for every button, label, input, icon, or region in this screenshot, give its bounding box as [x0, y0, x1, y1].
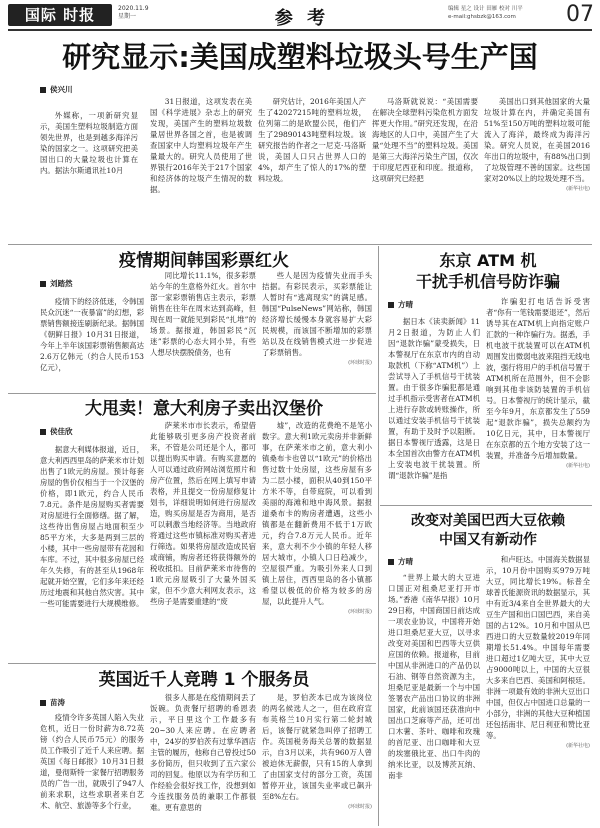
article1-author: 侯兴川: [50, 85, 73, 94]
article6-headline-line2: 中国又有新动作: [439, 532, 537, 548]
editors-line: 编辑 星之 设计 田雁 校对 川平: [448, 6, 523, 12]
byline-square-icon: [40, 87, 46, 93]
article1-byline: [40, 84, 73, 95]
article1-col3: 研究估计，2016年美国人产生了42027215吨的塑料垃圾，位列第二的是欧盟公民，他们产生了29890143吨塑料垃圾。该研究报告的作者之一尼克·马洛斯说，美国人口只占世界人口的4%，却产生了惊人的17%的塑料垃圾。: [258, 97, 366, 183]
article5-author: 方晴: [398, 300, 413, 309]
article3-col2: 萨莱米市市长表示，希望借此能够吸引更多房产投资者前来，不管是公司还是个人，都可以提出购买申请。有购买意愿的人可以通过政府网站浏览照片和房产位置，然后在网上填写申请表格，并且提交一份房屋修复计划书，详细说明如何进行房屋改造，购买房屋是否为商用，是否可以刺激当地经济等。当地政府将通过这些市镇标准对购买者进行筛选。如果将房屋改造成民宿或商铺，购房者还将获得额外的税收抵扣。目前萨莱米市待售的1欧元房屋吸引了大量外国买家，但不少意大利网友表示，这些房子是需要重建的“废: [150, 421, 256, 606]
article5-headline-line2: 干扰手机信号防诈骗: [415, 272, 560, 291]
article4-byline: [40, 697, 65, 708]
article2-byline: [40, 278, 73, 289]
article4-author: 苗涛: [50, 698, 65, 707]
article5-byline: [388, 299, 413, 310]
article3-byline: [40, 426, 73, 437]
article1-col4: 马洛斯就说说：“美国需要在解决全球塑料污染危机方面发挥更大作用。”研究还发现，在沿海地区的人口中，美国产生了大量“处理不当”的塑料垃圾。美国是第三大海洋污染生产国，仅次于印度尼西亚和印度。报道称，这项研究已经把: [372, 97, 478, 183]
column-divider: [378, 246, 379, 826]
article3-col3: 墟”，改造的花费绝不是笔小数字。意大利1欧元卖房并非新鲜事，在萨莱米市之前，意大利小镇桑布卡也曾以“1欧元”的价格出售过数十处房屋，这些房屋有多为二层小楼，面积从40到150平方米不等，自带庭院，可以看到美丽的海滩和地中海风景。据报道桑布卡的购房者遭遇，这些小镇都是在翻新费用不低于1万欧元，约合7.8万元人民币。近年来，意大利不少小镇的年轻人移居大城市，小镇人口日趋减少，空屋很严重。为吸引外来人口到镇上居住，西西里岛的各小镇都希望以极低的价格为较多的房屋，以此提升人气。 (环球时报): [262, 421, 372, 615]
byline-square-icon: [40, 429, 46, 435]
article4-col2: 很多人都是在疫情期间丢了饭碗。负责餐厅招聘的希恩表示，平日里这个工作最多有20~30人来应聘。在应聘者中，24岁的罗伯茨有过掌华酒店主管的履历，他称自己曾投过50多份简历，但只收到了五六家公司的回复。他原以为有学历和工作经验会很好找工作，没想到如今连找服务员的兼职工作都很难。更有意思的: [150, 693, 256, 812]
newspaper-logo: 国际 时报: [8, 4, 112, 26]
article6-headline: [384, 512, 592, 550]
article4-headline: 英国近千人竞聘 1 个服务员: [98, 670, 310, 690]
byline-square-icon: [40, 700, 46, 706]
article1-col1: 外媒称，一项新研究显示，美国生塑料垃圾制造方面领先世界，也是到越多海洋污染的国家之一。这项研究把美国出口的大量垃圾也计算在内。据法尔斯通讯社10月: [40, 111, 138, 175]
masthead-rule: [8, 29, 592, 31]
article1-headline: 研究显示:美国成塑料垃圾头号生产国: [62, 40, 538, 74]
issue-date-block: [118, 5, 149, 21]
article2-author: 刘踏然: [50, 279, 73, 288]
article2-headline: 疫情期间韩国彩票红火: [119, 251, 289, 271]
contact-email: e-mail:ghsbzk@163.com: [448, 14, 516, 20]
article6-author: 方晴: [398, 557, 413, 566]
article5-col2: 诈骗犯打电话告诉受害者“你有一笔钱需要退还”，然后诱导其在ATM机上向指定账户汇款的一种诈骗行为。据悉，手机电波干扰装置可以在ATM机周围发出微弱电波来阻挡无线电波，强行将用户的手机信号置于ATM机所在范围外，但不会影响到其他非该防装置的手机信号。日本警视厅的统计显示，截至今年9月，东京都发生了559起“退款诈骗”，损失总额约为10亿日元，其中，日本警视厅在东京都的五个地方安装了这一装置，并准备今后增加数量。 (新华社电): [486, 297, 590, 469]
page-number: 07: [566, 2, 594, 27]
article4-col3: 是，罗伯茨本已成为该岗位的两名候选人之一，但在政府宣布英格兰10月实行第二轮封城后，该餐厅就紧急叫停了招聘工作。英国税务海关总署的数据显示，自3月以来，共有960万人曾被迫休无薪假，只有15的人拿到了由国家支付的部分工资，英国暂停开业，该国失业率或已飙升至8%左右。 (环球时报): [262, 693, 372, 810]
issue-date: 2020.11.9: [118, 5, 149, 12]
section-title: 参 考: [274, 8, 330, 29]
article1-col2: 31日报道，这项发表在美国《科学进展》杂志上的研究发现，美国产生的塑料垃圾数量居世界各国之首，也是被调查国家中人均塑料垃圾年产生量最大的。研究人员使用了世界银行2016年关于217个国家和经济体的垃圾产生情况的数据。: [150, 97, 252, 194]
issue-weekday: 星期一: [118, 13, 137, 20]
divider: [8, 393, 376, 394]
article6-col1: “世界上最大的大豆进口国正对租桑尼亚打开市场。”香港《南华早报》10月29日称，中国商国日前达成一项农业协议，中国将开始进口坦桑尼亚大豆，以寻求改变对美国和巴西等大豆供应国的依赖。报道称，目前中国从非洲进口的产品仍以石油、钢等自然资源为主，坦桑尼亚是最新一个与中国签署农产品出口协议的非洲国家，此前该国还获准向中国出口芝麻等产品，还可出口木薯、茶叶、咖啡和玫瑰的首尼亚、出口咖啡和大豆的埃塞俄比亚、出口牛肉的纳米比亚，以及博茨瓦纳、南非: [388, 573, 480, 780]
divider: [8, 663, 376, 664]
article2-col3: 些人是因为疫情失业而手头拮据。有彩民表示，买彩票能让人暂时有“逃离现实”的满足感。韩国“PulseNews”网站称，韩国经济增长缓慢本身就容易扩大彩民规模，而该国不断增加的彩票站以及在线销售模式进一步促进了彩票销售。 (环球时报): [262, 271, 372, 366]
article4-col1: 疫情令许多英国人陷入失业危机，近日一份时薪为8.72英镑（约合人民币75元）的服务员工作吸引了近千人来应聘。据英国《每日邮报》10月31日报道，曼彻斯特一家餐厅招聘服务员的广告一出，就吸引了947人前来求职，这些求职者来自艺术、航空、旅游等多个行业，: [40, 713, 144, 810]
article2-col2: 同比增长11.1%，很多彩票站今年的生意格外红火。首尔中部一家彩票销售店主表示，彩票销售在往年在周末达到高峰，但现在周一就能见到彩民“扎堆”的场景。据报道，韩国彩民“沉迷”彩票的心态大同小异，有些人想尽快摆脱债务，也有: [150, 271, 256, 357]
article2-col1: 疫情下的经济低迷，令韩国民众沉迷“一夜暴富”的幻想，彩票销售额接连刷新纪录。据韩国《朝鲜日报》10月31日报道，今年上半年该国彩票销售额高达2.6万亿韩元（约合人民币153亿元），: [40, 297, 144, 372]
staff-credits: [448, 5, 566, 21]
byline-square-icon: [388, 302, 394, 308]
article3-col1: 据意大利媒体报道，近日，意大利西西里岛的萨莱米市计划出售了1欧元的房屋。预计每套房屋的售价仅相当于一个汉堡的价格，即1欧元，约合人民币7.8元。条件是房屋购买者需要对房屋进行全面修缮。据了解，这些待出售房屋占地面积至少85平方米，大多是两到三层的小楼，其中一些房屋带有花园和车库。不过，其中很多房屋已经年久失修，有的甚至从1968年起就开始空置，它们多年来还经历过地震和其他自然灾害。其中一些可能需要进行大规模维修。: [40, 445, 144, 608]
article3-headline: 大甩卖！意大利房子卖出汉堡价: [85, 399, 323, 419]
article5-col1: 据日本《读卖新闻》11月2日报道，为防止人们因“退款诈骗”蒙受损失，日本警视厅在东京市内的自动取款机（下称“ATM机”）上尝试导入了手机信号干扰装置。由于很多诈骗犯都是通过手机指示受害者在ATM机上进行存款或转账操作，所以通过安装手机信号干扰装置，有助于及时予以阻断。据日本警视厅透露，这是日本全国首次由警方在ATM机上安装电波干扰装置。所谓“退款诈骗”是指: [388, 317, 480, 480]
divider: [380, 505, 592, 506]
divider: [8, 244, 592, 245]
article1-col5: 美国出口到其他国家的大量垃圾计算在内，并确定美国有51%至150万吨的塑料垃圾可能流入了海洋，最终成为海洋污染。研究人员说，在美国2016年出口的垃圾中，有88%出口到了垃圾管理不善的国家。这些国家对20%以上的垃圾处理不当。 (新华社电): [484, 97, 590, 192]
byline-square-icon: [40, 281, 46, 287]
byline-square-icon: [388, 559, 394, 565]
article6-col2: 和卢旺达。中国海关数据显示，10月份中国购买979万吨大豆，同比增长19%。标普全球普氏能源资讯的数据显示，其中有近3/4来自全世界最大的大豆生产国和出口国巴西，来自美国的占12%。10月和中国从巴西进口的大豆数量较2019年同期增长51.4%。中国每年需要进口超过1亿吨大豆，其中大豆占9000吨以上，中国的大豆很大多来自巴西、美国和阿根廷。非洲一项最有效的非洲大豆出口中国，但仅占中国进口总量的一小部分，非洲的其他大豆种植国还包括南非、尼日利亚和赞比亚等。 (新华社电): [486, 555, 590, 749]
article3-author: 侯佳欣: [50, 427, 73, 436]
article5-headline: [384, 250, 592, 292]
article6-byline: [388, 556, 413, 567]
article5-headline-line1: 东京 ATM 机: [439, 251, 537, 270]
article6-headline-line1: 改变对美国巴西大豆依赖: [411, 513, 565, 529]
